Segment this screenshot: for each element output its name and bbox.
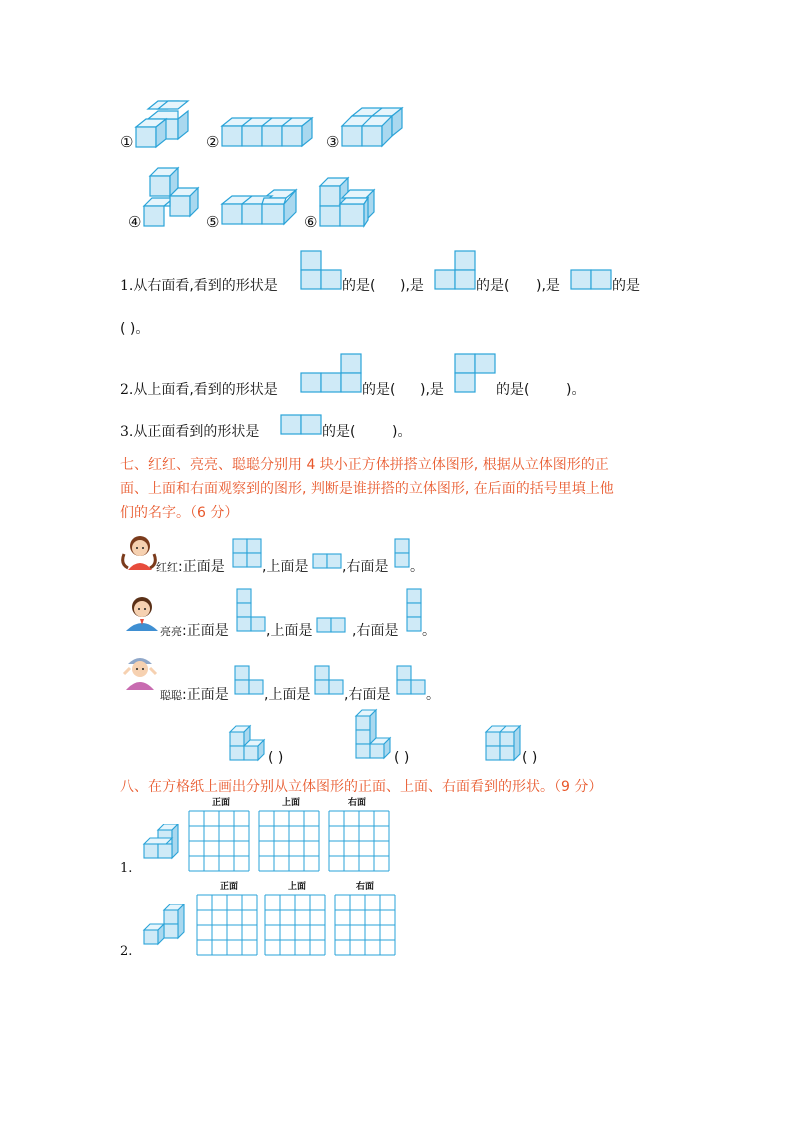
liangliang-line: 亮亮:正面是 [160, 623, 229, 639]
answer-blank-a: ( ) [268, 750, 284, 766]
answer-text: 的是( [362, 382, 396, 398]
answer-blank: ( )。 [120, 321, 150, 337]
solid-b [354, 708, 394, 764]
liangliang-right-shape [406, 588, 422, 632]
question-8-2-number: 2. [120, 944, 133, 959]
grid-label-right-1: 右面 [348, 798, 367, 808]
solid-a [228, 724, 268, 764]
figure-label-5: ⑤ [206, 213, 220, 231]
label-text: 。 [426, 687, 440, 703]
answer-text: ),是 [400, 278, 424, 294]
label-text: 。 [422, 623, 436, 639]
answer-text: 的是( [496, 382, 530, 398]
question-6-3: 3.从正面看到的形状是 [120, 424, 260, 440]
drawing-grid-front-1[interactable] [188, 810, 250, 872]
honghong-line: 红红:正面是 [156, 559, 225, 575]
honghong-top-shape [312, 553, 342, 569]
drawing-grid-right-2[interactable] [334, 894, 396, 956]
grid-label-front-1: 正面 [212, 798, 231, 808]
label-text: ,右面是 [342, 559, 389, 575]
label-text: ,上面是 [264, 687, 311, 703]
boy-avatar [122, 593, 162, 633]
drawing-grid-right-1[interactable] [328, 810, 390, 872]
answer-text: )。 [392, 424, 412, 440]
label-text: 。 [410, 559, 424, 575]
answer-text: ),是 [536, 278, 560, 294]
answer-blank-c: ( ) [522, 750, 538, 766]
question-6-1: 1.从右面看,看到的形状是 [120, 278, 278, 294]
shape-right-view-a [300, 250, 342, 290]
boy-with-cap-avatar [120, 652, 160, 692]
congcong-right-shape [396, 665, 426, 695]
question-6-2: 2.从上面看,看到的形状是 [120, 382, 278, 398]
cube-figure-3 [342, 108, 402, 148]
answer-text: 的是( [322, 424, 356, 440]
figure-label-2: ② [206, 133, 220, 151]
shape-front-view [280, 414, 322, 435]
solid-c [484, 724, 524, 764]
section-7-title: 七、红红、亮亮、聪聪分别用 4 块小正方体拼搭立体图形, 根据从立体图形的正 面、上面和右面观察到的图形, 判断是谁拼搭的立体图形, 在后面的括号里填上他 们的名字。（6 分） [120, 457, 614, 521]
cube-figure-5 [222, 190, 298, 226]
congcong-top-shape [314, 665, 344, 695]
liangliang-top-shape [316, 617, 346, 633]
shape-top-view-b [454, 353, 496, 393]
figure-label-3: ③ [326, 133, 340, 151]
liangliang-front-shape [236, 588, 266, 632]
label-text: ,右面是 [352, 623, 399, 639]
label-text: ,右面是 [344, 687, 391, 703]
grid-label-top-2: 上面 [288, 882, 307, 892]
answer-text: 的是 [612, 278, 640, 294]
grid-label-front-2: 正面 [220, 882, 239, 892]
answer-text: 的是( [476, 278, 510, 294]
drawing-grid-top-1[interactable] [258, 810, 320, 872]
girl-avatar [118, 532, 158, 572]
drawing-grid-top-2[interactable] [264, 894, 326, 956]
shape-top-view-a [300, 353, 362, 393]
cube-figure-6 [320, 178, 376, 228]
shape-right-view-c [570, 269, 612, 290]
cube-figure-2 [222, 118, 314, 148]
answer-text: )。 [566, 382, 586, 398]
answer-text: 的是( [342, 278, 376, 294]
grid-label-right-2: 右面 [356, 882, 375, 892]
label-text: ,上面是 [266, 623, 313, 639]
figure-label-6: ⑥ [304, 213, 318, 231]
drawing-grid-front-2[interactable] [196, 894, 258, 956]
cube-figure-1 [134, 101, 194, 147]
figure-label-1: ① [120, 133, 134, 151]
answer-blank-b: ( ) [394, 750, 410, 766]
shape-right-view-b [434, 250, 476, 290]
honghong-front-shape [232, 538, 262, 568]
answer-text: ),是 [420, 382, 444, 398]
honghong-right-shape [394, 538, 410, 568]
question-8-1-number: 1. [120, 861, 133, 876]
solid-8-1 [142, 824, 182, 862]
congcong-line: 聪聪:正面是 [160, 687, 229, 703]
solid-8-2 [142, 904, 186, 948]
congcong-front-shape [234, 665, 264, 695]
figure-label-4: ④ [128, 213, 142, 231]
label-text: ,上面是 [262, 559, 309, 575]
cube-figure-4 [144, 168, 200, 228]
section-8-title: 八、在方格纸上画出分别从立体图形的正面、上面、右面看到的形状。（9 分） [120, 779, 603, 795]
grid-label-top-1: 上面 [282, 798, 301, 808]
